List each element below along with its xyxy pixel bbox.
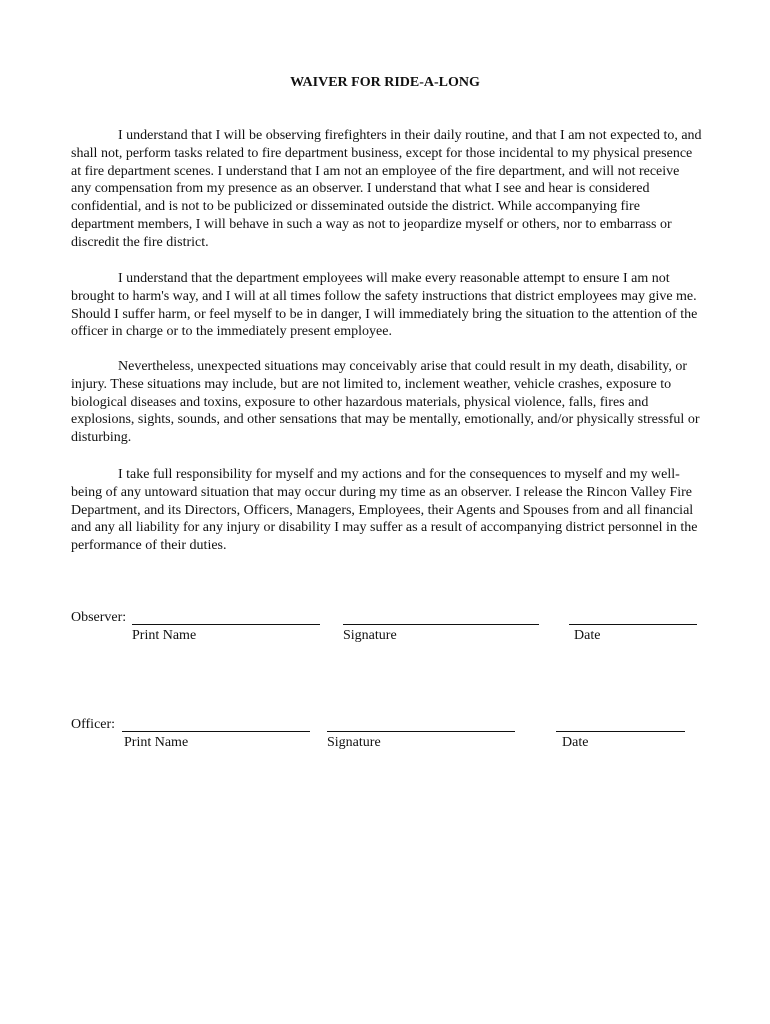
paragraph-safety: I understand that the department employees will make every reasonable attempt to ensure I am not brought to harm's way, and I will at all times follow the safety instructions that district employees may give me. Should I suffer harm, or feel myself to be in danger, I will immediately bring the situation to the attention of the officer in charge or to the immediately present employee. [71, 271, 698, 340]
paragraph-release: I take full responsibility for myself and my actions and for the consequences to myself and my well-being of any untoward situation that may occur during my time as an observer. I release the Rincon Valley Fire Department, and its Directors, Officers, Managers, Employees, their Agents and Spouses from and all financial and any all liability for any injury or disability I may suffer as a result of accompanying district personnel in the performance of their duties. [71, 467, 698, 554]
officer-label: Officer: [71, 717, 116, 732]
observer-signature-line[interactable] [343, 624, 539, 625]
observer-signature-block [71, 609, 711, 649]
officer-date-line[interactable] [556, 731, 685, 732]
officer-print-name-caption: Print Name [124, 735, 189, 750]
officer-print-name-line[interactable] [122, 731, 310, 732]
observer-date-caption: Date [574, 628, 601, 643]
observer-date-line[interactable] [569, 624, 697, 625]
observer-signature-caption: Signature [343, 628, 397, 643]
officer-date-caption: Date [562, 735, 589, 750]
observer-print-name-caption: Print Name [132, 628, 197, 643]
paragraph-observation: I understand that I will be observing firefighters in their daily routine, and that I am not expected to, and shall not, perform tasks related to fire department business, except for those incidental to my physical presence at fire department scenes. I understand that I am not an employee of the fire department, and will not receive any compensation from my presence as an observer. I understand that what I see and hear is considered confidential, and is not to be publicized or disseminated outside the district. While accompanying fire department members, I will behave in such a way as not to jeopardize myself or others, nor to embarrass or discredit the fire district. [71, 128, 702, 250]
paragraph-risks: Nevertheless, unexpected situations may conceivably arise that could result in my death, disability, or injury. These situations may include, but are not limited to, inclement weather, vehicle crashes, exposure to biological diseases and toxins, exposure to other hazardous materials, physical violence, falls, fires and explosions, sights, sounds, and other sensations that may be mentally, emotionally, and/or physically stressful or disturbing. [71, 359, 700, 446]
officer-signature-line[interactable] [327, 731, 515, 732]
officer-signature-block [71, 716, 711, 756]
observer-label: Observer: [71, 610, 127, 625]
document-title: WAIVER FOR RIDE-A-LONG [290, 75, 480, 90]
observer-print-name-line[interactable] [132, 624, 320, 625]
officer-signature-caption: Signature [327, 735, 381, 750]
